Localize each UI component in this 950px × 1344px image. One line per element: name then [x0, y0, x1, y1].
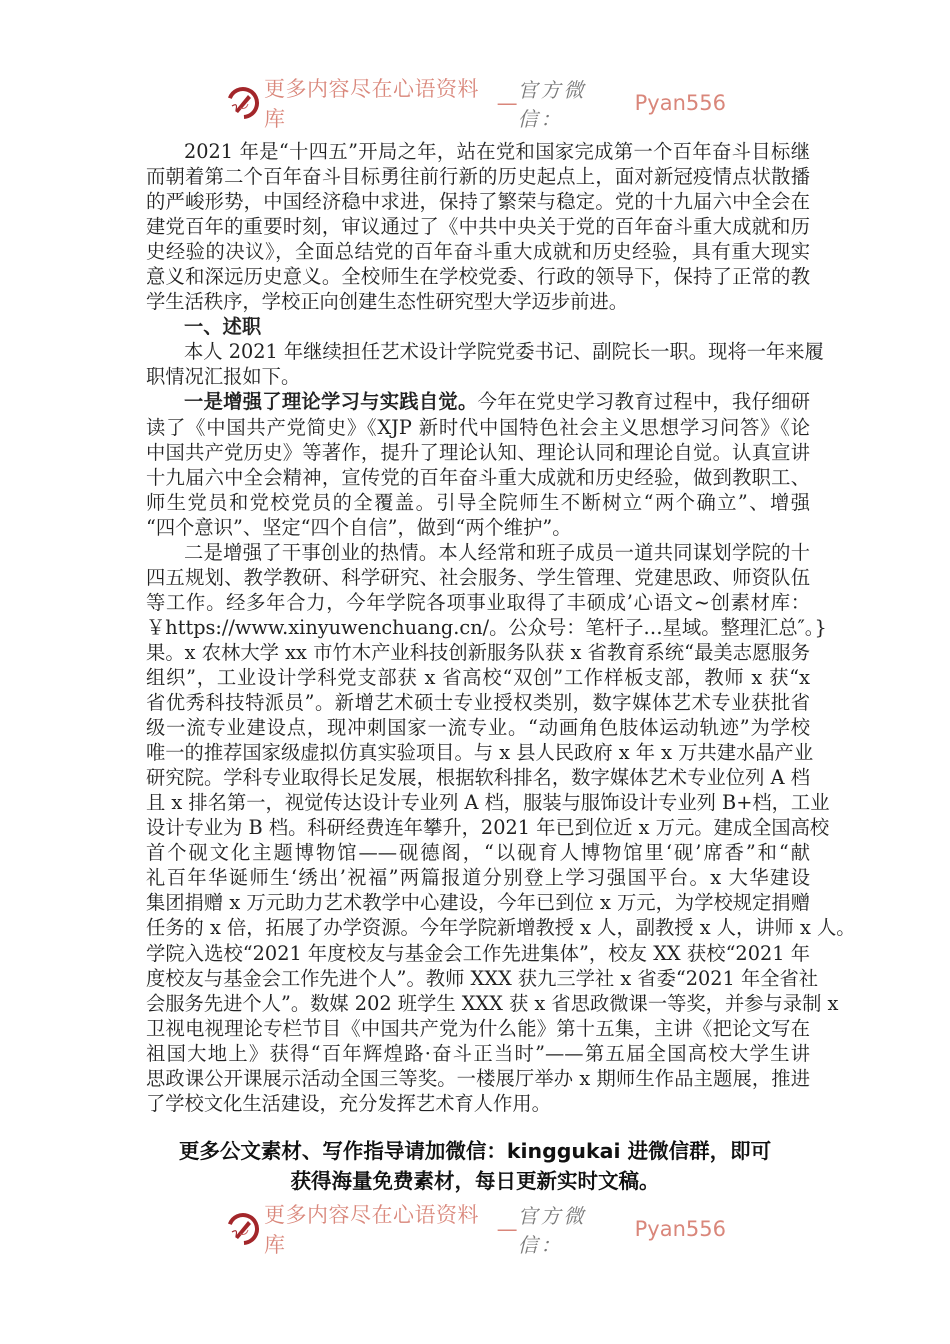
text-line: 职情况汇报如下。 [146, 365, 301, 389]
text-line: 建党百年的重要时刻，审议通过了《中共中央关于党的百年奋斗重大成就和历 [146, 215, 810, 239]
text-line: 唯一的推荐国家级虚拟仿真实验项目。与 x 县人民政府 x 年 x 万共建水晶产业 [146, 741, 814, 765]
text-line: 组织”，工业设计学科党支部获 x 省高校“双创”工作样板支部，教师 x 获“x [146, 665, 810, 689]
brand-text: 更多内容尽在心语资料库 [264, 77, 479, 131]
text-line: 度校友与基金会工作先进个人”。教师 XXX 获九三学社 x 省委“2021 年全省社 [146, 966, 819, 990]
text-line: 二是增强了干事创业的热情。本人经常和班子成员一道共同谋划学院的十 [184, 540, 810, 564]
footer-watermark-banner [226, 1203, 726, 1257]
text-line: 十九届六中全会精神，宣传党的百年奋斗重大成就和历史经验，做到教职工、 [146, 465, 810, 489]
text-line: “四个意识”、坚定“四个自信”，做到“两个维护”。 [146, 515, 572, 539]
text-line: 任务的 x 倍，拓展了办学资源。今年学院新增教授 x 人，副教授 x 人，讲师 x 人。 [146, 916, 856, 940]
text-line [146, 389, 810, 414]
text-line: 级一流专业建设点，现冲刺国家一流专业。“动画角色肢体运动轨迹”为学校 [146, 716, 810, 740]
text-line: 会服务先进个人”。数媒 202 班学生 XXX 获 x 省思政微课一等奖，并参与录制 x [146, 991, 839, 1015]
promo-line-2: 获得海量免费素材，每日更新实时文稿。 [290, 1169, 660, 1193]
text-line: 2021 年是“十四五”开局之年，站在党和国家完成第一个百年奋斗目标继 [184, 140, 810, 163]
text-line: 思政课公开课展示活动全国三等奖。一楼展厅举办 x 期师生作品主题展，推进 [146, 1066, 810, 1090]
text-line: 学生活秩序，学校正向创建生态性研究型大学迈步前进。 [146, 290, 629, 314]
text-line: 集团捐赠 x 万元助力艺术教学中心建设，今年已到位 x 万元，为学校规定捐赠 [146, 891, 810, 915]
bold-lead: 一是增强了理论学习与实践自觉。 [184, 390, 478, 414]
wechat-id: Pyan556 [634, 91, 726, 115]
promo-line-1: 更多公文素材、写作指导请加微信：kinggukai 进微信群，即可 [178, 1139, 772, 1163]
text-line: 等工作。经多年合力，今年学院各项事业取得了丰硕成’心语文~创素材库： [146, 590, 810, 614]
wechat-id: Pyan556 [634, 1217, 726, 1241]
text-line: 设计专业为 B 档。科研经费连年攀升，2021 年已到位近 x 万元。建成全国高校 [146, 816, 830, 840]
paragraph-theory [146, 389, 810, 539]
quill-pen-logo-icon [226, 86, 260, 120]
text-line: 师生党员和党校党员的全覆盖。引导全院师生不断树立“两个确立”、增强 [146, 490, 810, 514]
text-line: 读了《中国共产党简史》《XJP 新时代中国特色社会主义思想学习问答》《论 [146, 415, 810, 439]
section-heading: 一、述职 [184, 315, 262, 339]
paragraph-career [146, 540, 856, 1116]
quill-pen-logo-icon [226, 1212, 260, 1246]
text-line: 且 x 排名第一，视觉传达设计专业列 A 档，服装与服饰设计专业列 B+档，工业 [146, 791, 830, 815]
text-line: 省优秀科技特派员”。新增艺术硕士专业授权类别，数字媒体艺术专业获批省 [146, 691, 810, 715]
banner-separator: — [496, 1217, 518, 1241]
text-line: 本人 2021 年继续担任艺术设计学院党委书记、副院长一职。现将一年来履 [184, 340, 824, 364]
text-line: 四五规划、教学教研、科学研究、社会服务、学生管理、党建思政、师资队伍 [146, 565, 810, 589]
text-line: 首个砚文化主题博物馆——砚德阁，“以砚育人博物馆里‘砚’席香”和“献 [146, 841, 810, 865]
text-line: 学院入选校“2021 年度校友与基金会工作先进集体”，校友 XX 获校“2021 年 [146, 941, 810, 965]
text-line: ￥https://www.xinyuwenchuang.cn/。公众号：笔杆子…星域。整理汇总″。} [146, 615, 827, 639]
paragraph-role [146, 339, 824, 389]
document-body [146, 139, 856, 1116]
text-line: 祖国大地上》获得“百年辉煌路·奋斗正当时”——第五届全国高校大学生讲 [146, 1041, 810, 1065]
lead-rest: 今年在党史学习教育过程中，我仔细研 [477, 390, 811, 414]
official-wechat-label: 官方微信： [517, 1204, 587, 1257]
text-line: 果。x 农林大学 xx 市竹木产业科技创新服务队获 x 省教育系统“最美志愿服务 [146, 640, 810, 664]
banner-separator: — [496, 91, 518, 115]
brand-text: 更多内容尽在心语资料库 [264, 1203, 479, 1257]
text-line: 的严峻形势，中国经济稳中求进，保持了繁荣与稳定。党的十九届六中全会在 [146, 190, 810, 214]
text-line: 中国共产党历史》等著作，提升了理论认知、理论认同和理论自觉。认真宣讲 [146, 440, 810, 464]
header-watermark-banner [226, 77, 726, 131]
text-line: 研究院。学科专业取得长足发展，根据软科排名，数字媒体艺术专业位列 A 档 [146, 766, 810, 790]
text-line: 意义和深远历史意义。全校师生在学校党委、行政的领导下，保持了正常的教 [146, 265, 810, 289]
paragraph-intro [146, 139, 810, 314]
text-line: 史经验的决议》，全面总结党的百年奋斗重大成就和历史经验，具有重大现实 [146, 240, 810, 264]
text-line: 而朝着第二个百年奋斗目标勇往前行新的历史起点上，面对新冠疫情点状散播 [146, 165, 810, 189]
text-line: 卫视电视理论专栏节目《中国共产党为什么能》第十五集，主讲《把论文写在 [146, 1016, 810, 1040]
official-wechat-label: 官方微信： [517, 78, 587, 131]
text-line: 了学校文化生活建设，充分发挥艺术育人作用。 [146, 1091, 551, 1115]
text-line: 礼百年华诞师生‘绣出’祝福”两篇报道分别登上学习强国平台。x 大华建设 [146, 866, 810, 890]
promo-notice [140, 1136, 810, 1196]
